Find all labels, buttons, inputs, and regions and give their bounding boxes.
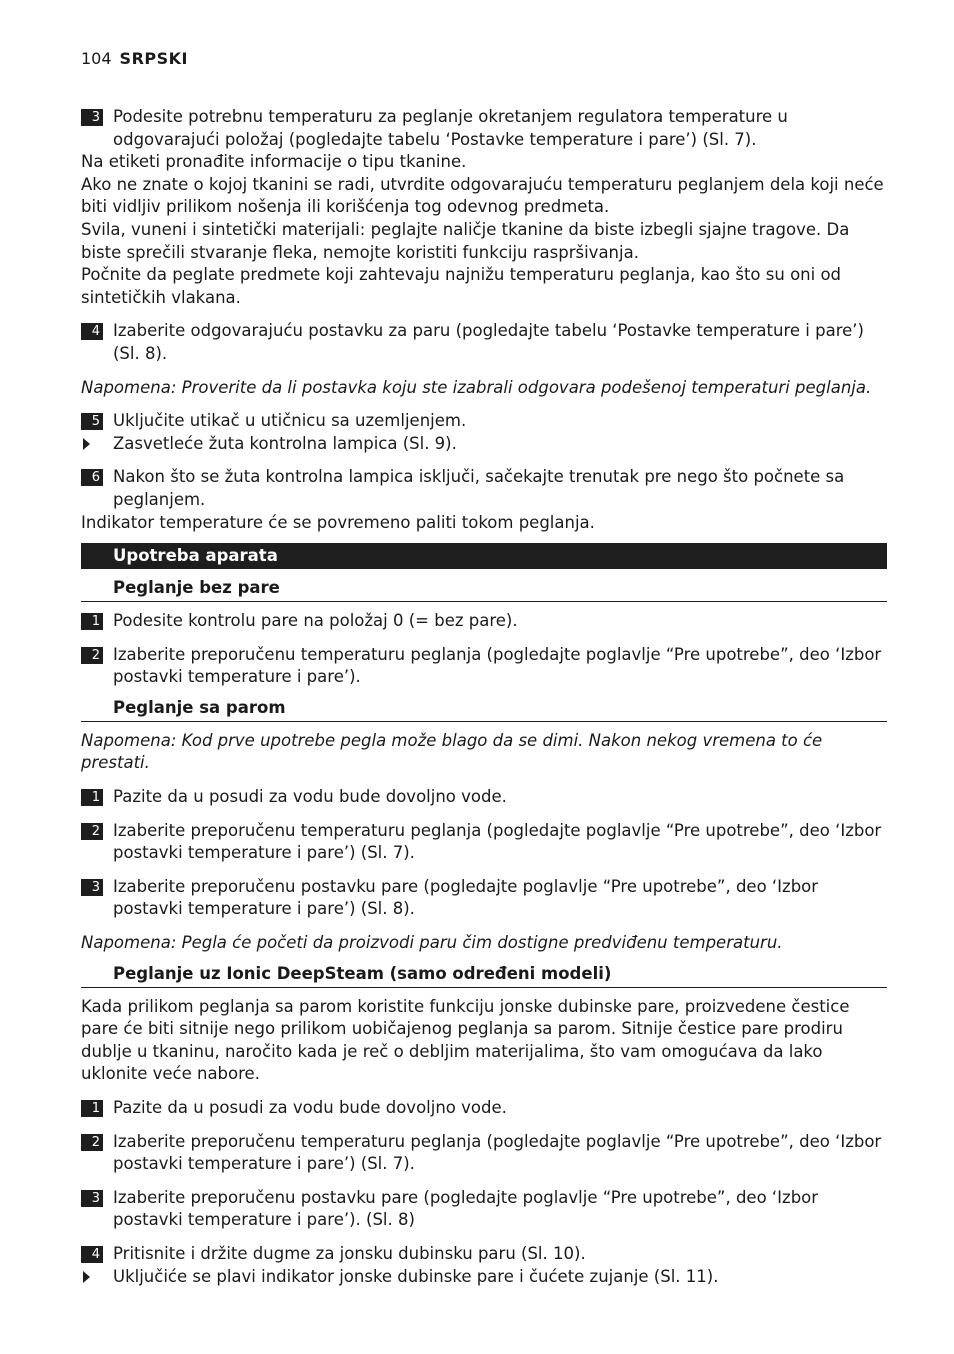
section-heading: Upotreba aparata (81, 543, 887, 569)
step-text: Nakon što se žuta kontrolna lampica isključi, sačekajte trenutak pre nego što počnete sa peglanjem. (113, 467, 845, 509)
dry-step-1 (81, 610, 887, 633)
step-number: 1 (81, 613, 103, 630)
paragraph: Indikator temperature će se povremeno paliti tokom peglanja. (81, 512, 595, 532)
ionic-step-3 (81, 1187, 887, 1232)
step-text: Pazite da u posudi za vodu bude dovoljno vode. (113, 787, 507, 807)
step-number: 4 (81, 323, 103, 340)
step-text: Pazite da u posudi za vodu bude dovoljno vode. (113, 1098, 507, 1117)
ionic-step-2 (81, 1131, 887, 1176)
page-content (81, 106, 887, 1288)
step-text: Izaberite odgovarajuću postavku za paru (pogledajte tabelu ‘Postavke temperature i pare’) (Sl. 8). (113, 321, 864, 363)
note: Napomena: Proverite da li postavka koju ste izabrali odgovara podešenoj temperaturi peglanja. (81, 377, 872, 397)
steam-step-3 (81, 876, 887, 921)
step-number: 2 (81, 647, 103, 664)
step-text: Izaberite preporučenu postavku pare (pogledajte poglavlje “Pre upotrebe”, deo ‘Izbor postavki temperature i pare’). (Sl. 8) (113, 1187, 819, 1230)
page-number: 104 (81, 49, 112, 68)
step-number: 1 (81, 789, 103, 806)
subheading-steam-ironing: Peglanje sa parom (81, 697, 887, 722)
step-text: Podesite kontrolu pare na položaj 0 (= bez pare). (113, 611, 518, 631)
step-number: 4 (81, 1246, 103, 1263)
result-bullet (81, 1266, 887, 1289)
step-number: 3 (81, 1190, 103, 1207)
bullet-text: Uključiće se plavi indikator jonske dubinske pare i čućete zujanje (Sl. 11). (113, 1266, 719, 1286)
note: Napomena: Kod prve upotrebe pegla može blago da se dimi. Nakon nekog vremena to će prestati. (81, 730, 823, 773)
paragraph: Počnite da peglate predmete koji zahtevaju najnižu temperaturu peglanja, kao što su oni od sintetičkih vlakana. (81, 265, 842, 307)
dry-step-2 (81, 644, 887, 689)
ionic-step-1 (81, 1097, 887, 1120)
result-bullet (81, 433, 887, 456)
step-text: Izaberite preporučenu temperaturu peglanja (pogledajte poglavlje “Pre upotrebe”, deo ‘Izbor postavki temperature i pare’) (Sl. 7). (113, 820, 882, 863)
language-label: SRPSKI (119, 49, 188, 68)
step-text: Izaberite preporučenu temperaturu peglanja (pogledajte poglavlje “Pre upotrebe”, deo ‘Izbor postavki temperature i pare’) (Sl. 7). (113, 1131, 882, 1174)
steam-step-2 (81, 820, 887, 865)
paragraph: Kada prilikom peglanja sa parom koristite funkciju jonske dubinske pare, proizvedene čestice pare će biti sitnije nego prilikom uobičajenog peglanja sa parom. Sitnije čestice pare prodiru dublje u tkaninu, naročito kada je reč o debljim materijalima, što vam omogućava da lako uklonite veće nabore. (81, 996, 850, 1084)
steam-step-1 (81, 786, 887, 809)
subheading-dry-ironing: Peglanje bez pare (81, 577, 887, 602)
step-text: Uključite utikač u utičnicu sa uzemljenjem. (113, 411, 467, 431)
paragraph: Na etiketi pronađite informacije o tipu tkanine. (81, 152, 467, 172)
paragraph: Ako ne znate o kojoj tkanini se radi, utvrdite odgovarajuću temperaturu peglanjem dela koji neće biti vidljiv prilikom nošenja ili korišćenja tog odevnog predmeta. (81, 174, 884, 217)
step-number: 3 (81, 109, 103, 126)
paragraph: Svila, vuneni i sintetički materijali: peglajte naličje tkanine da biste izbegli sjajne tragove. Da biste sprečili stvaranje fleka, nemojte koristiti funkciju raspršivanja. (81, 219, 850, 262)
step-number: 2 (81, 1134, 103, 1151)
step-5-plug-in (81, 410, 887, 433)
bullet-text: Zasvetleće žuta kontrolna lampica (Sl. 9). (113, 433, 457, 453)
note: Napomena: Pegla će početi da proizvodi paru čim dostigne predviđenu temperaturu. (81, 933, 783, 953)
page-header (81, 49, 188, 68)
step-text: Podesite potrebnu temperaturu za peglanje okretanjem regulatora temperature u odgovarajući položaj (pogledajte tabelu ‘Postavke temperature i pare’) (Sl. 7). (113, 107, 788, 149)
step-4-steam-setting (81, 320, 887, 365)
step-text: Pritisnite i držite dugme za jonsku dubinsku paru (Sl. 10). (113, 1243, 586, 1263)
step-3-set-temperature (81, 106, 887, 151)
step-text: Izaberite preporučenu postavku pare (pogledajte poglavlje “Pre upotrebe”, deo ‘Izbor postavki temperature i pare’) (Sl. 8). (113, 876, 819, 919)
bullet-arrow-icon (83, 438, 90, 450)
step-number: 1 (81, 1100, 103, 1117)
step-number: 6 (81, 469, 103, 486)
subheading-ionic-deepsteam: Peglanje uz Ionic DeepSteam (samo određeni modeli) (81, 963, 887, 988)
ionic-step-4 (81, 1243, 887, 1266)
step-number: 3 (81, 879, 103, 896)
bullet-arrow-icon (83, 1271, 90, 1283)
step-number: 2 (81, 823, 103, 840)
step-number: 5 (81, 413, 103, 430)
step-6-wait (81, 466, 887, 511)
step-text: Izaberite preporučenu temperaturu peglanja (pogledajte poglavlje “Pre upotrebe”, deo ‘Izbor postavki temperature i pare’). (113, 644, 882, 687)
